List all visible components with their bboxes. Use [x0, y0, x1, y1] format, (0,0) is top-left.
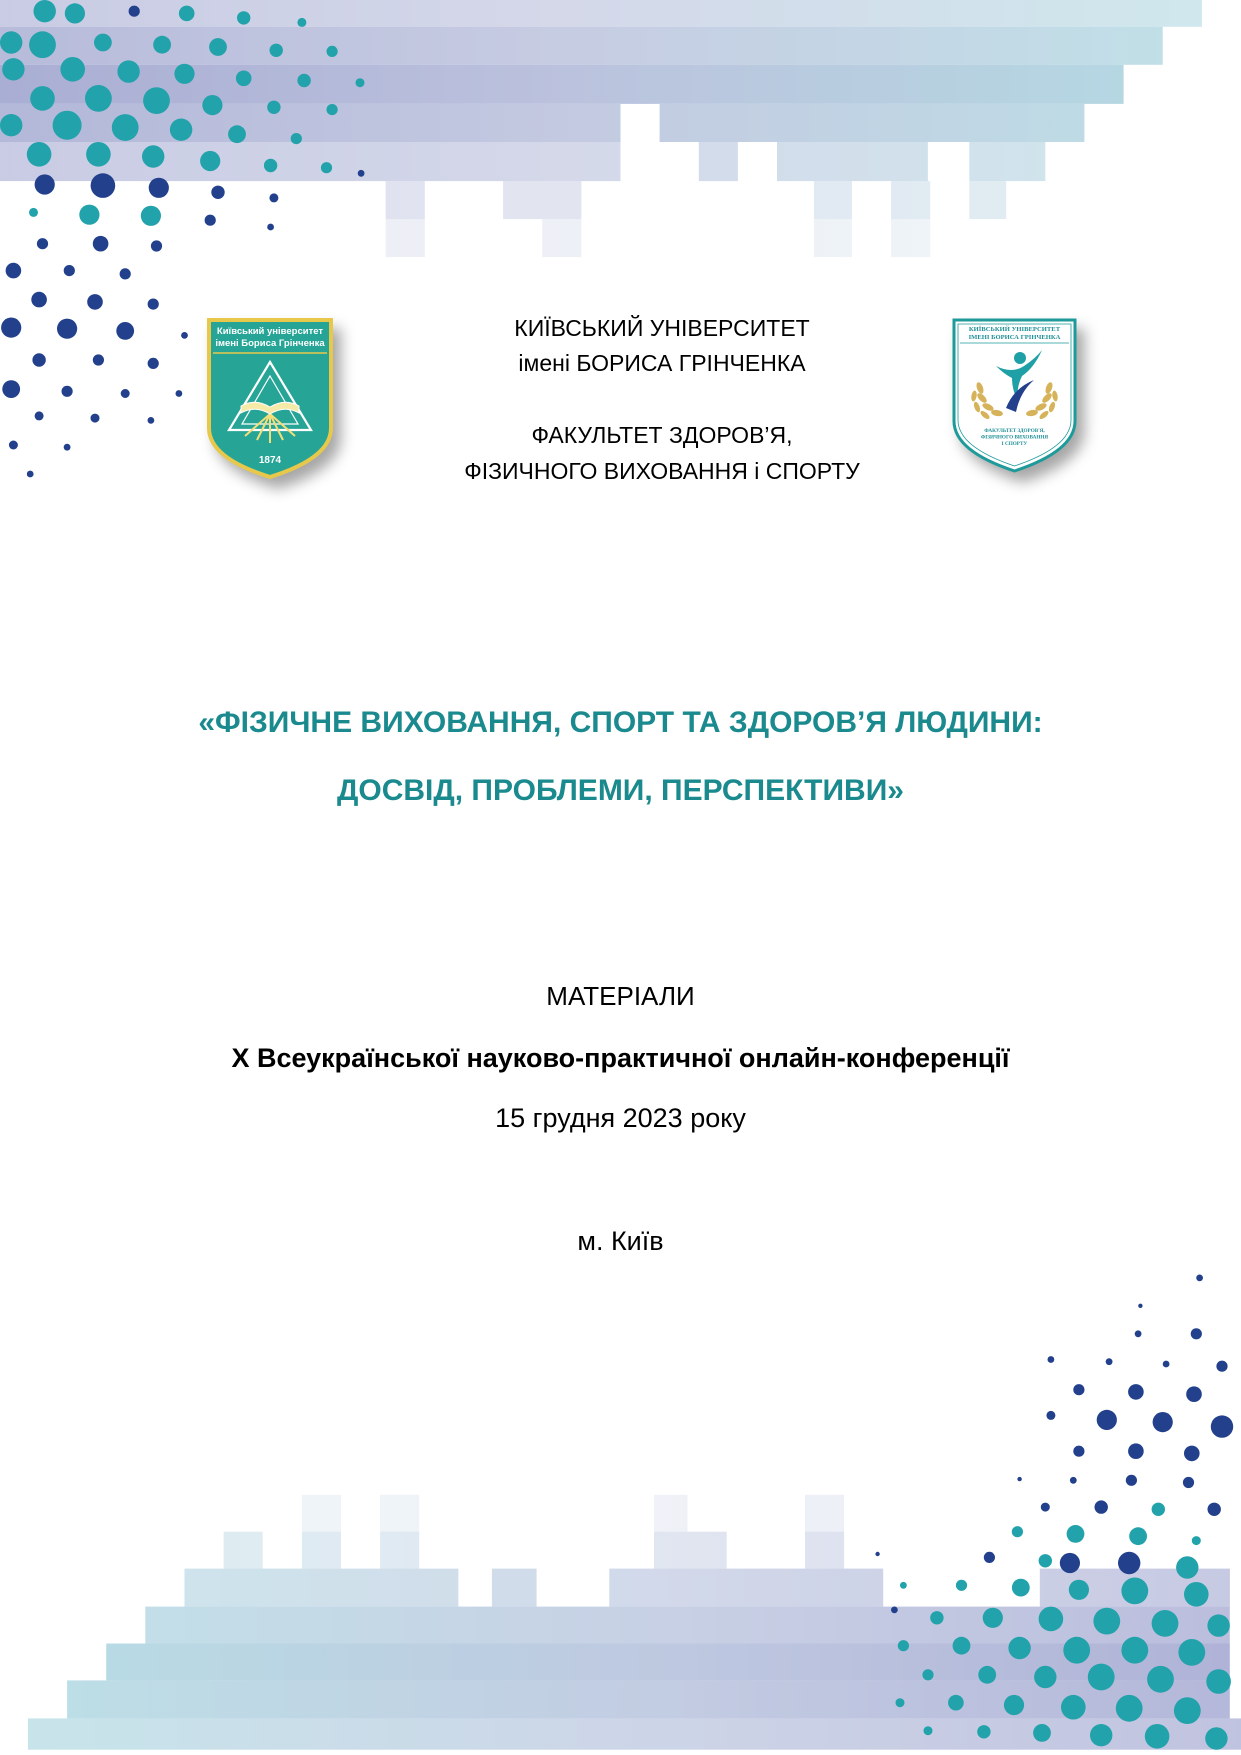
decor-dot [148, 358, 159, 369]
faculty-name [362, 417, 962, 489]
decor-dot [237, 11, 250, 24]
decor-dot [142, 145, 164, 167]
decor-bar [492, 1569, 537, 1607]
decor-dot [327, 46, 338, 57]
decor-dot [1186, 1386, 1202, 1402]
decor-dot [29, 208, 38, 217]
decor-dot [211, 186, 224, 199]
decor-bar [386, 219, 425, 257]
decor-dot [1106, 1358, 1113, 1365]
decor-dot [117, 60, 139, 82]
decor-bar [106, 1644, 1230, 1681]
decor-dot [1152, 1503, 1165, 1516]
faculty-logo-top-line2: ІМЕНІ БОРИСА ГРІНЧЕНКА [968, 334, 1061, 341]
decor-dot [356, 78, 365, 87]
decor-dot [141, 206, 161, 226]
decor-dot [53, 111, 82, 140]
decor-dot [37, 238, 48, 249]
decor-dot [93, 354, 104, 365]
decor-dot [148, 417, 155, 424]
decor-dot [1095, 1500, 1108, 1513]
decor-dot [327, 104, 338, 115]
decor-dot [200, 151, 220, 171]
decor-bar [0, 27, 1163, 65]
conference-date: 15 грудня 2023 року [495, 1103, 746, 1133]
decor-dot [30, 86, 55, 111]
decor-dot [1174, 1697, 1201, 1724]
decor-dot [1145, 1724, 1170, 1749]
decor-dot [1067, 1525, 1085, 1543]
decor-dot [176, 390, 183, 397]
decor-dot [1211, 1415, 1233, 1437]
decor-dot [64, 444, 71, 451]
city-name: м. Київ [577, 1226, 664, 1256]
decor-dot [1061, 1695, 1086, 1720]
decor-dot [1090, 1724, 1112, 1746]
university-logo [205, 316, 335, 481]
decor-dot [9, 441, 18, 450]
decor-dot [1184, 1582, 1209, 1607]
decor-dot [948, 1695, 964, 1711]
faculty-logo [950, 316, 1079, 475]
decor-dot [0, 31, 22, 53]
decor-dot [267, 224, 274, 231]
decor-dot [65, 3, 85, 23]
decor-dot [983, 1608, 1003, 1628]
conference-title-line2: ДОСВІД, ПРОБЛЕМИ, ПЕРСПЕКТИВИ» [337, 774, 904, 807]
conference-title [0, 689, 1241, 825]
decor-dot [264, 159, 277, 172]
decor-dot [267, 101, 280, 114]
university-name-line1: КИЇВСЬКИЙ УНІВЕРСИТЕТ [514, 315, 810, 341]
decor-bar [805, 1495, 844, 1532]
decor-dot [153, 36, 171, 54]
decor-dot [924, 1726, 933, 1735]
decor-dot [148, 299, 159, 310]
decor-dot [1097, 1410, 1117, 1430]
decor-dot [85, 85, 112, 112]
decor-dot [35, 411, 44, 420]
athlete-head-icon [1014, 352, 1026, 364]
faculty-name-line1: ФАКУЛЬТЕТ ЗДОРОВ’Я, [531, 422, 793, 448]
decor-dot [35, 174, 55, 194]
decor-dot [1116, 1695, 1143, 1722]
decor-dot [1183, 1477, 1194, 1488]
university-logo-text-line2: імені Бориса Грінченка [215, 338, 325, 349]
faculty-logo-top-line1: КИЇВСЬКИЙ УНІВЕРСИТЕТ [968, 326, 1061, 333]
decor-dot [1039, 1607, 1064, 1632]
decor-dot [151, 240, 162, 251]
decor-dot [270, 44, 283, 57]
decor-dot [228, 125, 246, 143]
decor-dot [297, 18, 306, 27]
decor-dot [1206, 1669, 1231, 1694]
decor-dot [60, 57, 85, 82]
decor-dot [1004, 1695, 1024, 1715]
decor-dot [1017, 1477, 1021, 1481]
decor-dot [1128, 1443, 1144, 1459]
decor-dot [1033, 1724, 1051, 1742]
decor-bar [891, 219, 930, 257]
decor-bar [654, 1495, 688, 1532]
decor-bar [380, 1532, 419, 1569]
decor-dot [1135, 1330, 1142, 1337]
decor-dot [1216, 1361, 1227, 1372]
decor-dot [898, 1640, 909, 1651]
decor-bar [969, 142, 1045, 181]
decor-bar [503, 181, 581, 219]
decor-dot [930, 1611, 943, 1624]
university-logo-year: 1874 [258, 455, 282, 466]
decor-dot [116, 322, 134, 340]
decor-bar [185, 1569, 459, 1607]
decor-bar [224, 1532, 263, 1569]
decor-dot [57, 319, 77, 339]
decor-dot [291, 133, 302, 144]
decor-dot [1046, 1411, 1055, 1420]
decor-dot [1192, 1536, 1201, 1545]
decor-dot [2, 58, 24, 80]
decor-dot [91, 173, 116, 198]
decor-dot [79, 205, 99, 225]
faculty-name-line2: ФІЗИЧНОГО ВИХОВАННЯ і СПОРТУ [464, 458, 860, 484]
decor-dot [209, 38, 227, 56]
decor-dot [236, 71, 252, 87]
decor-dot [121, 389, 130, 398]
decor-dot [1147, 1666, 1174, 1693]
decor-dot [64, 265, 75, 276]
decor-dot [1088, 1664, 1115, 1691]
decor-dot [1153, 1412, 1173, 1432]
decor-dot [1012, 1579, 1030, 1597]
decor-dot [978, 1666, 996, 1684]
decor-dot [34, 0, 56, 22]
decor-dot [1121, 1578, 1148, 1605]
decor-dot [922, 1669, 933, 1680]
decor-dot [170, 119, 192, 141]
university-name-line2: імені БОРИСА ГРІНЧЕНКА [518, 350, 806, 376]
decor-dot [1034, 1666, 1056, 1688]
decor-dot [1, 318, 21, 338]
decor-bar [380, 1495, 419, 1532]
decor-dot [27, 471, 34, 478]
decor-dot [1178, 1639, 1205, 1666]
decor-dot [1163, 1361, 1170, 1368]
decor-dot [1152, 1610, 1179, 1637]
decor-dot [297, 74, 310, 87]
decor-dot [27, 142, 52, 167]
decor-dot [91, 414, 100, 423]
decor-dot [1205, 1727, 1227, 1749]
decor-dot [1093, 1608, 1120, 1635]
decor-dot [977, 1725, 990, 1738]
decor-dot [953, 1637, 971, 1655]
decor-dot [891, 1607, 898, 1614]
decor-bar [542, 219, 581, 257]
university-logo-text-line1: Київський університет [216, 326, 324, 337]
decor-dot [1138, 1304, 1142, 1308]
decor-dot [1069, 1580, 1089, 1600]
decor-dot [1012, 1526, 1023, 1537]
decor-dot [1063, 1637, 1090, 1664]
decor-dot [94, 34, 112, 52]
decor-dot [29, 31, 56, 58]
decor-dot [93, 236, 109, 252]
decor-dot [1048, 1356, 1055, 1363]
decor-dot [6, 263, 22, 279]
decor-dot [358, 170, 365, 177]
decor-bar [805, 1532, 844, 1569]
decor-bar [699, 142, 738, 181]
decor-bar [660, 104, 1085, 142]
conference-title-line1: «ФІЗИЧНЕ ВИХОВАННЯ, СПОРТ ТА ЗДОРОВ’Я ЛЮДИНИ: [198, 706, 1043, 739]
decor-dot [1196, 1275, 1203, 1282]
decor-dot [1060, 1553, 1080, 1573]
decor-dot [179, 6, 195, 22]
decor-dot [62, 386, 73, 397]
decor-dot [1128, 1384, 1144, 1400]
decor-dot [956, 1580, 967, 1591]
decor-dot [32, 353, 45, 366]
decor-dot [1118, 1552, 1140, 1574]
decor-dot [181, 332, 188, 339]
materials-label: МАТЕРІАЛИ [546, 981, 695, 1011]
decor-dot [1070, 1477, 1077, 1484]
decor-dot [1129, 1527, 1147, 1545]
conference-name: Х Всеукраїнської науково-практичної онлайн-конференції [231, 1043, 1010, 1073]
decor-dot [202, 95, 222, 115]
decor-dot [205, 215, 216, 226]
decor-dot [86, 142, 111, 167]
decor-bar [969, 181, 1006, 219]
decor-dot [1176, 1556, 1198, 1578]
decor-bar [145, 1607, 1230, 1644]
decor-dot [2, 380, 20, 398]
decor-dot [1121, 1637, 1148, 1664]
decor-bar [777, 142, 928, 181]
decor-dot [87, 294, 103, 310]
decor-dot [269, 193, 278, 202]
decor-dot [129, 6, 140, 17]
decor-dot [174, 64, 194, 84]
decor-bar [814, 181, 852, 219]
decor-bar [814, 219, 852, 257]
decor-dot [149, 178, 169, 198]
decor-dot [1073, 1384, 1084, 1395]
decor-bar [302, 1495, 341, 1532]
decor-dot [1039, 1554, 1052, 1567]
decor-dot [900, 1582, 907, 1589]
decor-bar [67, 1680, 1230, 1718]
decor-bar [609, 1569, 883, 1607]
decor-dot [1184, 1446, 1200, 1462]
decor-dot [1191, 1328, 1202, 1339]
decor-dot [1041, 1503, 1050, 1512]
university-name [362, 311, 962, 381]
decor-dot [1208, 1503, 1221, 1516]
decor-dot [1126, 1475, 1137, 1486]
faculty-logo-bottom-line1: ФАКУЛЬТЕТ ЗДОРОВ'Я, [984, 428, 1045, 434]
faculty-logo-bottom-line2: ФІЗИЧНОГО ВИХОВАННЯ [980, 434, 1049, 441]
decor-bar [654, 1532, 727, 1569]
decor-dot [1008, 1637, 1030, 1659]
decor-dot [896, 1698, 905, 1707]
decor-dot [875, 1552, 879, 1556]
decor-dot [31, 292, 47, 308]
decor-dot [321, 162, 332, 173]
decor-dot [1207, 1614, 1229, 1636]
decor-dot [984, 1552, 995, 1563]
decor-dot [112, 114, 139, 141]
decor-bar [891, 181, 930, 219]
decor-bar [302, 1532, 341, 1569]
decor-dot [1073, 1446, 1084, 1457]
decor-bar [28, 1718, 1241, 1749]
decor-dot [143, 87, 170, 114]
decor-dot [120, 268, 131, 279]
faculty-logo-bottom-line3: І СПОРТУ [1001, 441, 1028, 447]
decor-bar [386, 181, 425, 219]
decor-dot [0, 114, 22, 136]
